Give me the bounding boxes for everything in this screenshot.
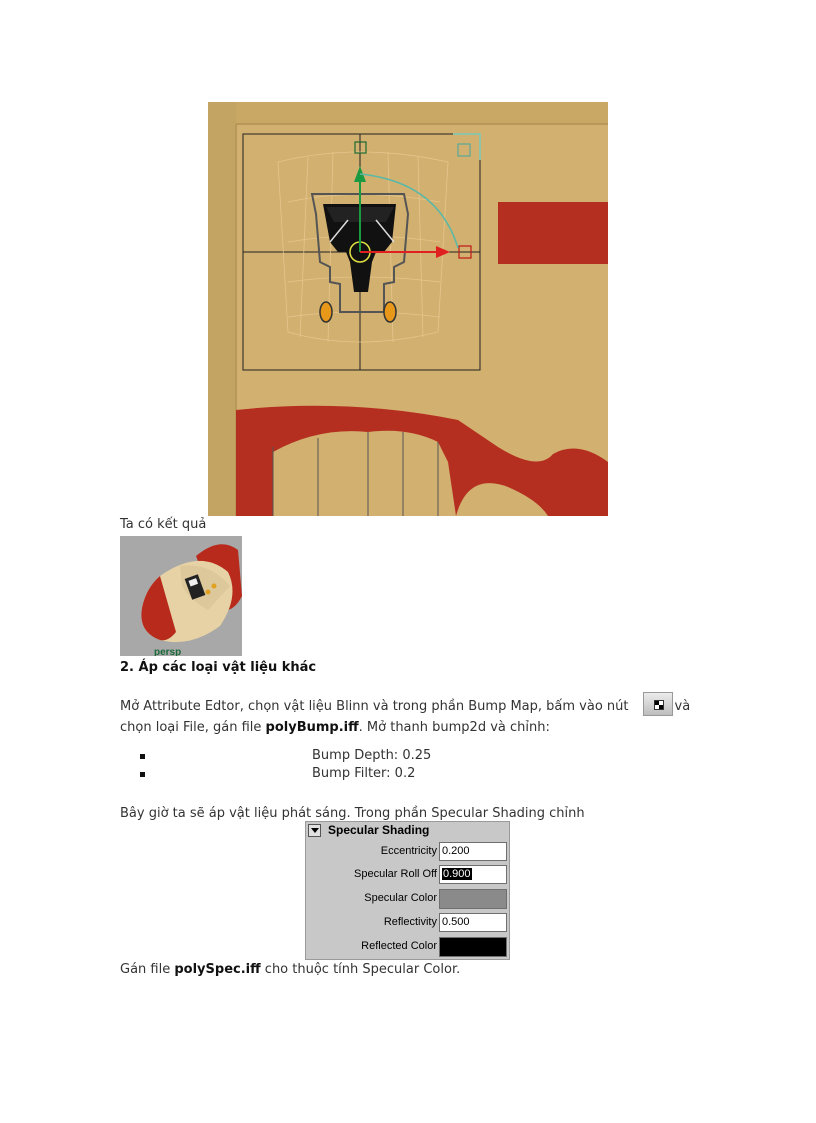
bump-map-button-icon[interactable] <box>643 692 673 716</box>
bullet-icon <box>140 754 145 759</box>
reflected-color-swatch[interactable] <box>439 937 507 957</box>
bump-depth-text: Bump Depth: 0.25 <box>312 748 432 763</box>
eccentricity-label: Eccentricity <box>380 845 437 857</box>
render-result-image <box>120 536 242 656</box>
maya-uv-viewport-image <box>208 102 608 516</box>
collapse-arrow-icon[interactable] <box>308 824 321 837</box>
reflected-color-row <box>306 937 509 957</box>
paragraph-spec-file <box>120 962 460 977</box>
poly-spec-filename: polySpec.iff <box>174 962 261 977</box>
specular-color-row <box>306 889 509 909</box>
checker-icon <box>654 700 664 710</box>
eccentricity-row <box>306 842 509 862</box>
eccentricity-field[interactable]: 0.200 <box>439 842 507 861</box>
reflectivity-label: Reflectivity <box>383 916 437 928</box>
persp-label: persp <box>154 647 182 656</box>
paragraph-bump-map <box>120 692 720 738</box>
poly-bump-filename: polyBump.iff <box>265 720 359 735</box>
result-caption: Ta có kết quả <box>120 517 207 532</box>
para1-before: Mở Attribute Edtor, chọn vật liệu Blinn và trong phần Bump Map, bấm vào nút <box>120 699 629 714</box>
specular-color-label: Specular Color <box>364 892 437 904</box>
para1-tail: . Mở thanh bump2d và chỉnh: <box>358 720 550 735</box>
para3-before: Gán file <box>120 962 171 977</box>
selected-value: 0.900 <box>443 868 471 880</box>
specular-color-swatch[interactable] <box>439 889 507 909</box>
panel-title: Specular Shading <box>328 823 430 837</box>
panel-header[interactable] <box>306 822 509 840</box>
para1-after: và chọn loại File, gán file <box>120 699 691 735</box>
specular-roll-off-field[interactable] <box>439 865 507 884</box>
paragraph-specular: Bây giờ ta sẽ áp vật liệu phát sáng. Trong phần Specular Shading chỉnh <box>120 806 585 821</box>
specular-roll-off-row <box>306 865 509 885</box>
specular-roll-off-label: Specular Roll Off <box>354 868 437 880</box>
bullet-icon <box>140 772 145 777</box>
reflectivity-field[interactable]: 0.500 <box>439 913 507 932</box>
reflected-color-label: Reflected Color <box>361 940 437 952</box>
section-title: 2. Áp các loại vật liệu khác <box>120 660 317 675</box>
specular-shading-panel <box>305 821 510 960</box>
para3-after: cho thuộc tính Specular Color. <box>264 962 461 977</box>
bump-filter-text: Bump Filter: 0.2 <box>312 766 416 781</box>
reflectivity-row <box>306 913 509 933</box>
